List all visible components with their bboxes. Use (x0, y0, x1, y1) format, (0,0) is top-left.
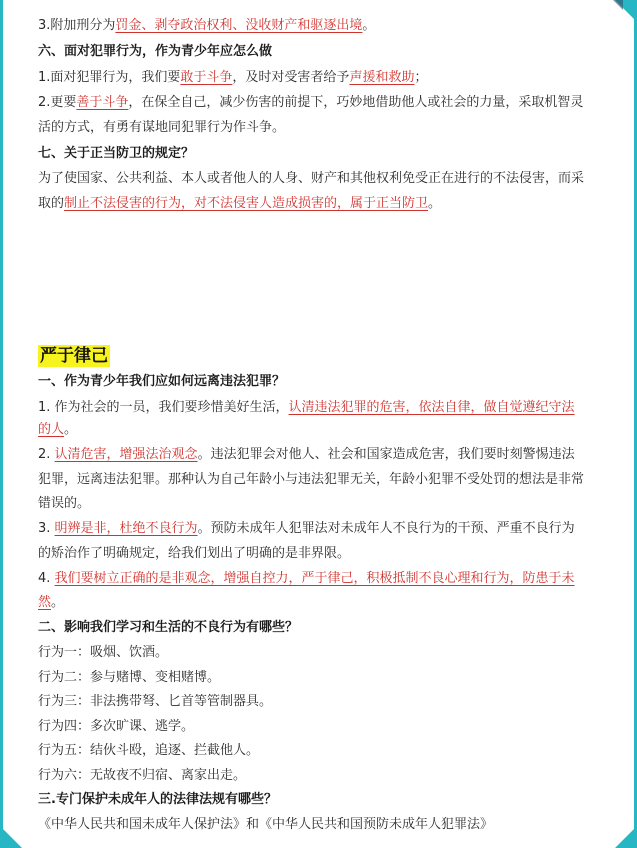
highlight-text: 明辨是非，杜绝不良行为 (54, 521, 198, 536)
paragraph-1: 1.面对犯罪行为，我们要敢于斗争，及时对受害者给予声援和救助； (38, 70, 428, 85)
item-1-line-1: 1. 作为社会的一员，我们要珍惜美好生活，认清违法犯罪的危害，依法自律，做自觉遵纪守法 (38, 400, 575, 415)
item-2-line-3: 错误的。 (38, 496, 91, 511)
item-1-line-2: 的人。 (38, 422, 78, 437)
frame-left-border (0, 0, 3, 848)
item-3-line-1: 3. 明辨是非，杜绝不良行为。预防未成年人犯罪法对未成年人不良行为的干预、严重不良行为 (38, 521, 575, 536)
paragraph-3-line-1: 为了使国家、公共利益、本人或者他人的人身、财产和其他权利免受正在进行的不法侵害，而采 (38, 171, 585, 186)
corner-decoration-bottom-left (0, 826, 22, 848)
behavior-item: 行为六：无故夜不归宿、离家出走。 (38, 768, 247, 783)
item-4-line-1: 4. 我们要树立正确的是非观念，增强自控力，严于律己，积极抵制不良心理和行为，防患于未 (38, 571, 575, 586)
section-title: 严于律己 (40, 346, 108, 366)
paragraph-2-line-2: 活的方式，有勇有谋地同犯罪行为作斗争。 (38, 120, 286, 135)
highlight-text: 认清违法犯罪的危害，依法自律，做自觉遵纪守法 (288, 400, 575, 415)
heading-seven: 七、关于正当防卫的规定？ (38, 146, 195, 161)
corner-decoration-bottom-right (615, 826, 637, 848)
highlight-text: 认清危害，增强法治观念 (54, 447, 198, 462)
highlight-text: 敢于斗争 (180, 70, 233, 85)
highlight-text: 善于斗争 (76, 95, 129, 110)
item-2-line-1: 2. 认清危害，增强法治观念。违法犯罪会对他人、社会和国家造成危害，我们要时刻警惕违法 (38, 447, 575, 462)
highlight-text: 声援和救助 (349, 70, 415, 85)
highlight-text: 制止不法侵害的行为，对不法侵害人造成损害的，属于正当防卫 (64, 196, 429, 211)
supplementary-penalty-line: 3.附加刑分为罚金、剥夺政治权利、没收财产和驱逐出境。 (38, 18, 376, 33)
behavior-item: 行为四：多次旷课、逃学。 (38, 719, 195, 734)
question-one: 一、作为青少年我们应如何远离违法犯罪？ (38, 374, 286, 389)
question-two: 二、影响我们学习和生活的不良行为有哪些？ (38, 620, 299, 635)
highlight-text: 我们要树立正确的是非观念，增强自控力，严于律己，积极抵制不良心理和行为，防患于未 (54, 571, 575, 586)
behavior-item: 行为一：吸烟、饮酒。 (38, 645, 169, 660)
item-3-line-2: 的矫治作了明确规定，给我们划出了明确的是非界限。 (38, 546, 351, 561)
item-2-line-2: 犯罪，远离违法犯罪。那种认为自己年龄小与违法犯罪无关，年龄小犯罪不受处罚的想法是非常 (38, 472, 585, 487)
behavior-item: 行为三：非法携带弩、匕首等管制器具。 (38, 694, 273, 709)
highlight-text: 然 (38, 595, 52, 610)
paragraph-2-line-1: 2.更要善于斗争，在保全自己，减少伤害的前提下，巧妙地借助他人或社会的力量，采取机智灵 (38, 95, 584, 110)
heading-six: 六、面对犯罪行为，作为青少年应怎么做 (38, 44, 273, 59)
highlight-text: 罚金、剥夺政治权利、没收财产和驱逐出境 (115, 18, 363, 33)
behavior-item: 行为二：参与赌博、变相赌博。 (38, 670, 221, 685)
item-4-line-2: 然。 (38, 595, 65, 610)
question-three: 三.专门保护未成年人的法律法规有哪些？ (38, 792, 277, 807)
paragraph-3-line-2: 取的制止不法侵害的行为，对不法侵害人造成损害的，属于正当防卫。 (38, 196, 442, 211)
behavior-item: 行为五：结伙斗殴，追逐、拦截他人。 (38, 743, 260, 758)
laws-line: 《中华人民共和国未成年人保护法》和《中华人民共和国预防未成年人犯罪法》 (38, 817, 494, 832)
highlight-text: 的人 (38, 422, 65, 437)
corner-accent-top-right (613, 0, 623, 10)
